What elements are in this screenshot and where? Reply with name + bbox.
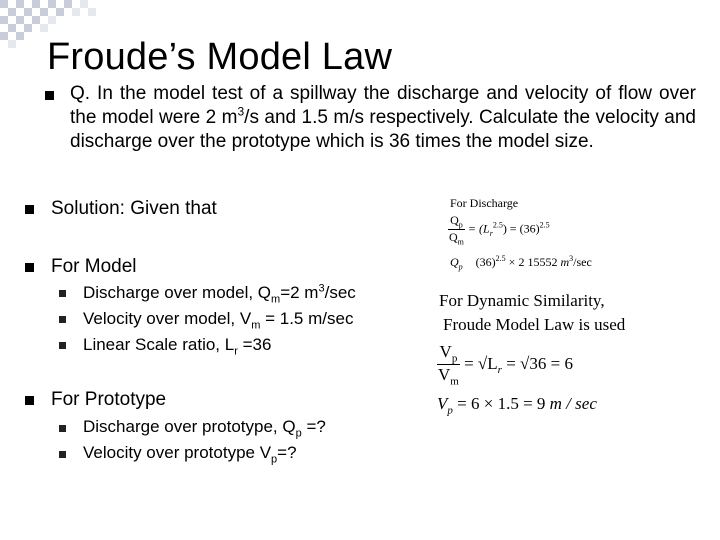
question-text: Q. In the model test of a spillway the discharge and velocity of flow over the model were 2 $m^3/s$ and 1.5 m/s respectively. Calculate the velocity and discharge over the prototype which is 36 times the model size. bbox=[70, 83, 697, 152]
prototype-velocity-item: Velocity over prototype $V_p=$? bbox=[83, 443, 297, 466]
prototype-velocity-equation: $V_p = 6 \times 1.5 = 9$ m / sec bbox=[437, 394, 597, 417]
dynamic-similarity-line2: Froude Model Law is used bbox=[443, 315, 626, 334]
prototype-discharge-item: Discharge over prototype, $Q_p$ =? bbox=[83, 417, 326, 440]
solution-text: Solution: Given that bbox=[51, 198, 217, 219]
bullet-icon bbox=[25, 205, 34, 214]
bullet-icon bbox=[25, 396, 34, 405]
velocity-fraction: $\frac{V_p}{V_m}$ bbox=[438, 342, 459, 388]
sub-bullet-icon bbox=[59, 290, 66, 297]
bullet-icon bbox=[45, 91, 54, 100]
sub-bullet-icon bbox=[59, 425, 66, 432]
discharge-heading: For Discharge bbox=[450, 196, 519, 210]
velocity-ratio-equation: $\frac{V_p}{V_m}$ = $√L_r = √36 = 6$ bbox=[438, 342, 573, 388]
model-discharge-item: Discharge over model, $Q_m=2$ $m^3/\sec$ bbox=[83, 282, 356, 306]
discharge-fraction: $\frac{Q_p}{Q_m}$ bbox=[449, 213, 464, 247]
for-prototype-heading: For Prototype bbox=[51, 389, 167, 410]
discharge-ratio-equation: $\frac{Q_p}{Q_m}$ = $(L_r^{2.5}) = (36)^{2.5}$ bbox=[449, 213, 550, 247]
bullet-icon bbox=[25, 263, 34, 272]
slide-title: Froude’s Model Law bbox=[47, 36, 393, 78]
prototype-discharge-equation: $Q_p$ $(36)^{2.5} \times 2$ 15552 $m^3/\sec$ bbox=[450, 254, 592, 272]
for-model-heading: For Model bbox=[51, 256, 137, 277]
model-velocity-item: Velocity over model, $V_m = 1.5$ m/sec bbox=[83, 309, 354, 332]
dynamic-similarity-line1: For Dynamic Similarity, bbox=[439, 291, 605, 310]
sub-bullet-icon bbox=[59, 316, 66, 323]
sub-bullet-icon bbox=[59, 342, 66, 349]
sub-bullet-icon bbox=[59, 451, 66, 458]
model-scale-item: Linear Scale ratio, $L_r =36$ bbox=[83, 335, 272, 358]
